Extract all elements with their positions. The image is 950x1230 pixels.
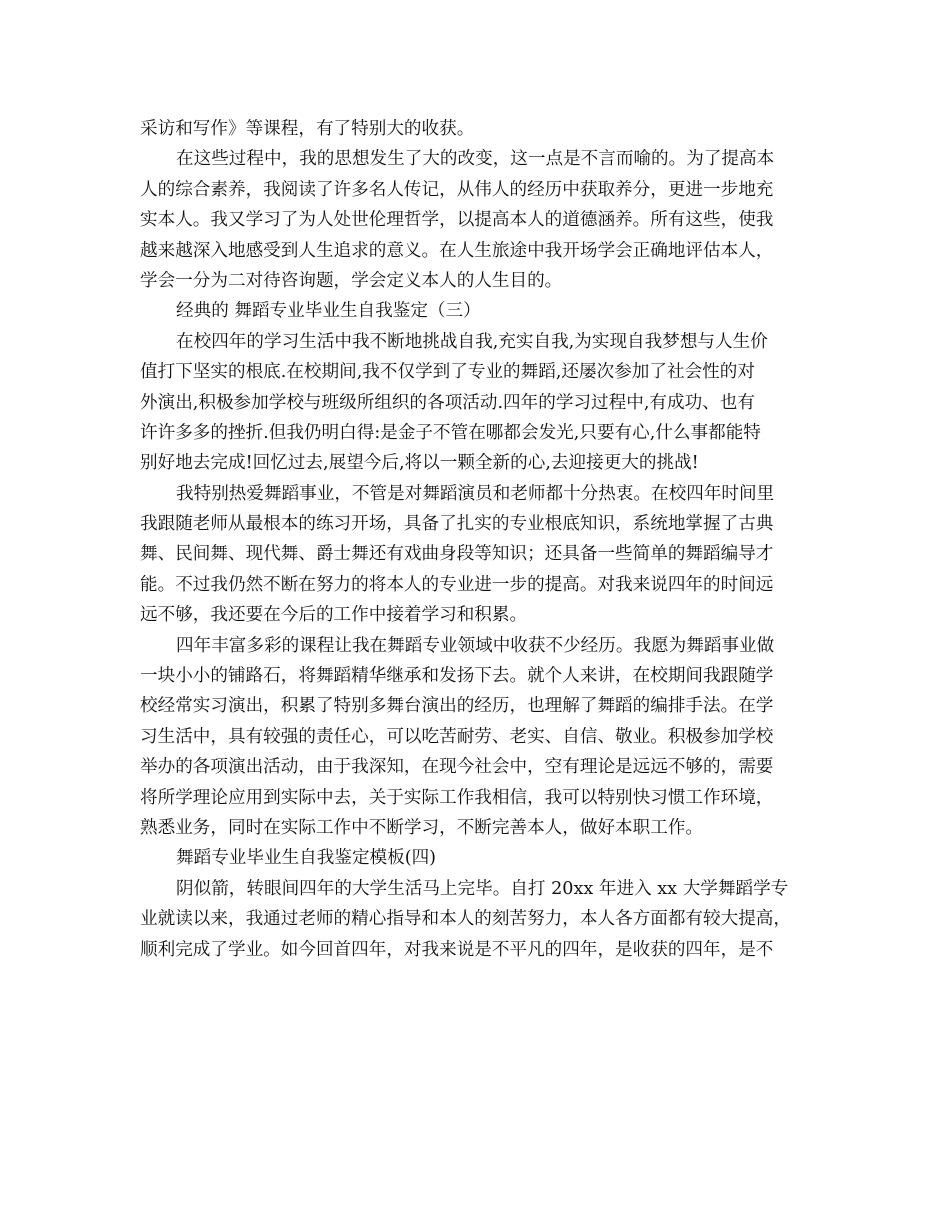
text-line: 阴似箭，转眼间四年的大学生活马上完毕。自打 20xx 年进入 xx 大学舞蹈学专: [176, 878, 789, 899]
text-line: 我跟随老师从最根本的练习开场，具备了扎实的专业根底知识，系统地掌握了古典: [140, 514, 774, 535]
text-line: 熟悉业务，同时在实际工作中不断学习，不断完善本人，做好本职工作。: [140, 817, 704, 838]
text-line: 业就读以来，我通过老师的精心指导和本人的刻苦努力，本人各方面都有较大提高，: [140, 909, 791, 930]
text-line: 实本人。我又学习了为人处世伦理哲学，以提高本人的道德涵养。所有这些，使我: [140, 210, 774, 231]
text-line: 能。不过我仍然不断在努力的将本人的专业进一步的提高。对我来说四年的时间远: [140, 574, 774, 595]
text-line: 我特别热爱舞蹈事业，不管是对舞蹈演员和老师都十分热衷。在校四年时间里: [176, 483, 775, 504]
text-line: 值打下坚实的根底.在校期间,我不仅学到了专业的舞蹈,还屡次参加了社会性的对: [140, 362, 755, 383]
document-body: [140, 114, 812, 965]
text-line: 学会一分为二对待咨询题，学会定义本人的人生目的。: [140, 270, 563, 291]
text-line: 远不够，我还要在今后的工作中接着学习和积累。: [140, 605, 528, 626]
text-line: 顺利完成了学业。如今回首四年，对我来说是不平凡的四年，是收获的四年，是不: [140, 939, 774, 960]
text-line: 习生活中，具有较强的责任心，可以吃苦耐劳、老实、自信、敬业。积极参加学校: [140, 726, 774, 747]
section-heading: 经典的 舞蹈专业毕业生自我鉴定（三）: [176, 301, 481, 322]
text-line: 在这些过程中，我的思想发生了大的改变，这一点是不言而喻的。为了提高本: [176, 149, 775, 170]
text-line: 许许多多的挫折.但我仍明白得:是金子不管在哪都会发光,只要有心,什么事都能特: [140, 422, 761, 443]
text-line: 在校四年的学习生活中我不断地挑战自我,充实自我,为实现自我梦想与人生价: [176, 331, 768, 352]
text-line: 人的综合素养，我阅读了许多名人传记，从伟人的经历中获取养分，更进一步地充: [140, 179, 774, 200]
text-line: 舞、民间舞、现代舞、爵士舞还有戏曲身段等知识；还具备一些简单的舞蹈编导才: [140, 544, 774, 565]
text-line: 采访和写作》等课程，有了特别大的收获。: [140, 119, 475, 139]
text-line: 将所学理论应用到实际中去，关于实际工作我相信，我可以特别快习惯工作环境，: [140, 787, 774, 808]
text-line: 别好地去完成!回忆过去,展望今后,将以一颗全新的心,去迎接更大的挑战!: [140, 453, 699, 474]
text-line: 一块小小的铺路石，将舞蹈精华继承和发扬下去。就个人来讲，在校期间我跟随学: [140, 666, 774, 687]
section-heading: 舞蹈专业毕业生自我鉴定模板(四): [176, 848, 437, 869]
text-line: 举办的各项演出活动，由于我深知，在现今社会中，空有理论是远远不够的，需要: [140, 757, 774, 778]
text-line: 校经常实习演出，积累了特别多舞台演出的经历，也理解了舞蹈的编排手法。在学: [140, 696, 774, 717]
text-line: 越来越深入地感受到人生追求的意义。在人生旅途中我开场学会正确地评估本人，: [140, 240, 774, 261]
text-line: 四年丰富多彩的课程让我在舞蹈专业领域中收获不少经历。我愿为舞蹈事业做: [176, 635, 775, 656]
text-line: 外演出,积极参加学校与班级所组织的各项活动.四年的学习过程中,有成功、也有: [140, 392, 755, 413]
